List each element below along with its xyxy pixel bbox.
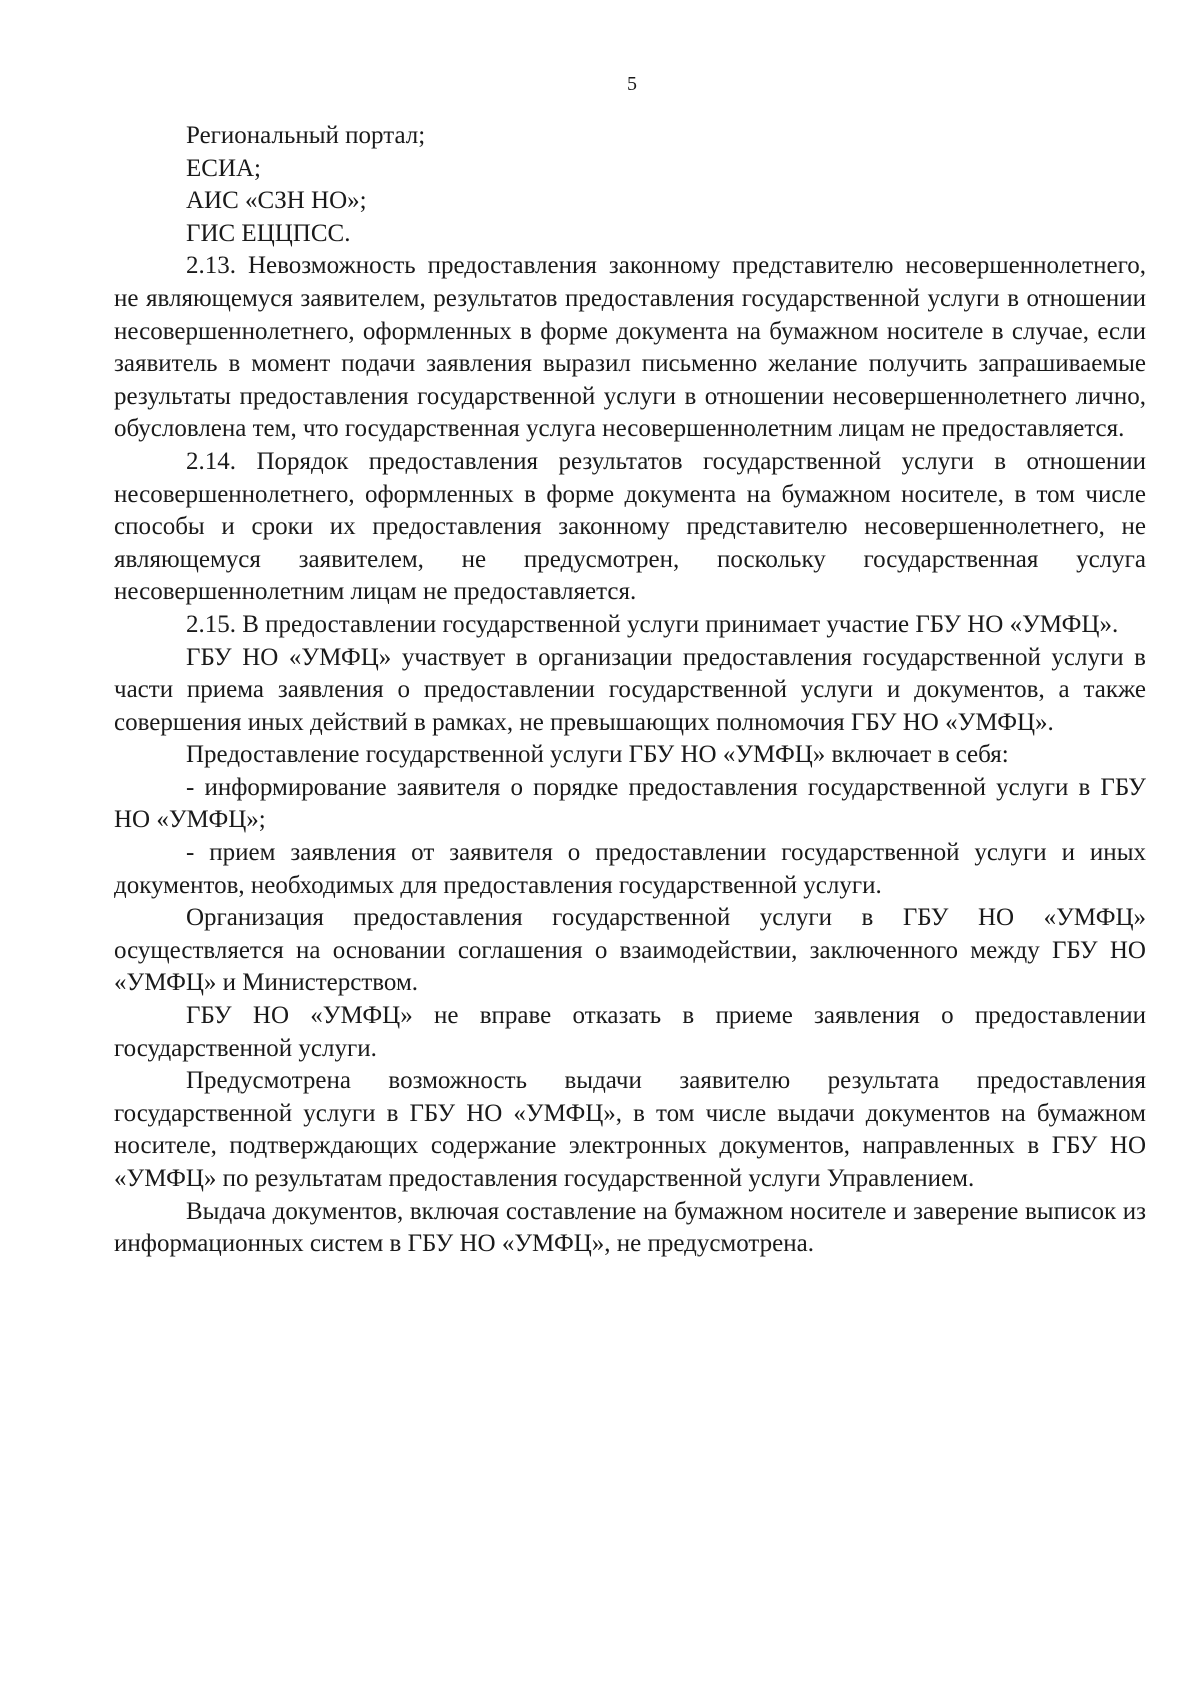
clause-2-13: 2.13. Невозможность предоставления законному представителю несовершеннолетнего, не являющемуся заявителем, результатов предоставления государственной услуги в отношении несовершеннолетнего, оформленных в форме документа на бумажном носителе в случае, если заявитель в момент подачи заявления выразил письменно желание получить запрашиваемые результаты предоставления государственной услуги в отношении несовершеннолетнего лично, обусловлена тем, что государственная услуга несовершеннолетним лицам не предоставляется.	[114, 252, 1146, 443]
bullet-application-intake: - прием заявления от заявителя о предоставлении государственной услуги и иных документов, необходимых для предоставления государственной услуги.	[114, 839, 1146, 899]
system-list-item-regional-portal: Региональный портал;	[186, 122, 426, 149]
page-number: 5	[627, 73, 637, 95]
system-list-item-gis: ГИС ЕЦЦПСС.	[186, 219, 351, 247]
document-body	[114, 120, 1146, 1261]
clause-2-14: 2.14. Порядок предоставления результатов государственной услуги в отношении несовершеннолетнего, оформленных в форме документа на бумажном носителе, в том числе способы и сроки их предоставления законному представителю несовершеннолетнего, не являющемуся заявителем, не предусмотрен, поскольку государственная услуга несовершеннолетним лицам не предоставляется.	[114, 447, 1146, 606]
paragraph-agreement: Организация предоставления государственной услуги в ГБУ НО «УМФЦ» осуществляется на основании соглашения о взаимодействии, заключенного между ГБУ НО «УМФЦ» и Министерством.	[114, 904, 1146, 997]
paragraph-result-issuance: Предусмотрена возможность выдачи заявителю результата предоставления государственной услуги в ГБУ НО «УМФЦ», в том числе выдачи документов на бумажном носителе, подтверждающих содержание электронных документов, направленных в ГБУ НО «УМФЦ» по результатам предоставления государственной услуги Управлением.	[114, 1067, 1146, 1192]
paragraph-umfc-includes: Предоставление государственной услуги ГБУ НО «УМФЦ» включает в себя:	[186, 741, 1009, 769]
paragraph-extracts-not-provided: Выдача документов, включая составление на бумажном носителе и заверение выписок из информационных систем в ГБУ НО «УМФЦ», не предусмотрена.	[114, 1197, 1146, 1258]
clause-2-15: 2.15. В предоставлении государственной услуги принимает участие ГБУ НО «УМФЦ».	[186, 610, 1119, 638]
system-list-item-esia: ЕСИА;	[186, 154, 261, 182]
system-list-item-ais-szn: АИС «СЗН НО»;	[186, 187, 367, 215]
paragraph-umfc-participation: ГБУ НО «УМФЦ» участвует в организации предоставления государственной услуги в части приема заявления о предоставлении государственной услуги и документов, а также совершения иных действий в рамках, не превышающих полномочия ГБУ НО «УМФЦ».	[114, 643, 1146, 736]
bullet-informing: - информирование заявителя о порядке предоставления государственной услуги в ГБУ НО «УМФЦ»;	[114, 773, 1146, 834]
paragraph-no-refusal: ГБУ НО «УМФЦ» не вправе отказать в приеме заявления о предоставлении государственной услуги.	[114, 1002, 1146, 1062]
